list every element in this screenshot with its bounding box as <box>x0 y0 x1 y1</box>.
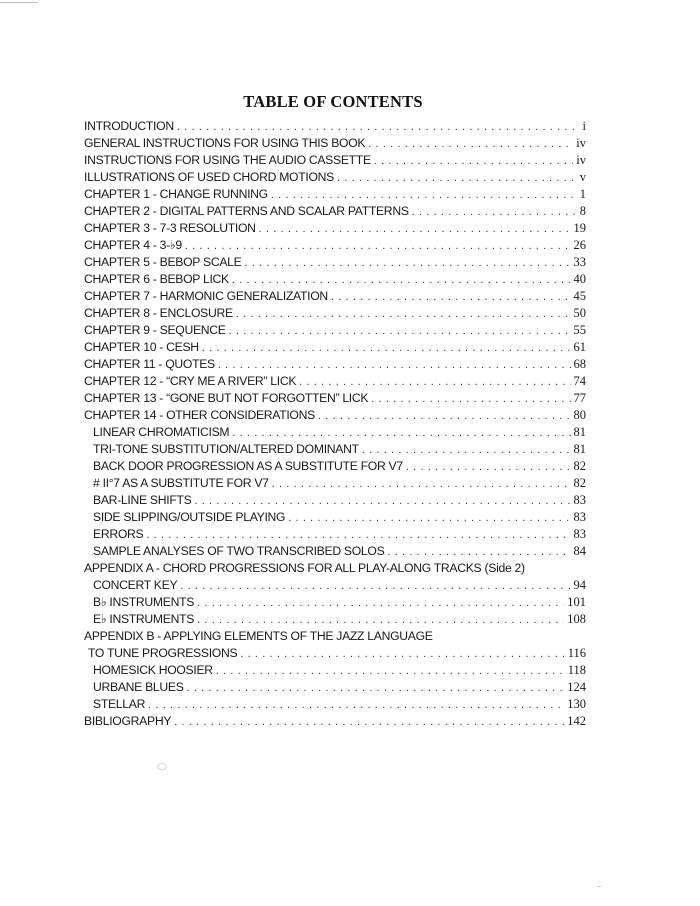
toc-entry-page: 8 <box>579 204 586 218</box>
toc-entry-label: CHAPTER 4 - 3-♭9 <box>84 238 182 252</box>
toc-entry <box>84 526 586 543</box>
toc-entry-label: APPENDIX A - CHORD PROGRESSIONS FOR ALL PLAY-ALONG TRACKS (Side 2) <box>84 561 525 575</box>
toc-leader-dots <box>412 204 577 220</box>
toc-entry-page: 55 <box>573 323 586 337</box>
toc-leader-dots <box>236 306 571 322</box>
toc-leader-dots <box>271 187 577 203</box>
toc-entry-page: 108 <box>567 612 586 626</box>
toc-entry-page: iv <box>576 153 586 167</box>
table-of-contents <box>84 118 586 730</box>
toc-entry-label: INTRODUCTION <box>84 119 174 133</box>
toc-leader-dots <box>406 459 571 475</box>
toc-entry <box>84 254 586 271</box>
toc-leader-dots <box>216 663 565 679</box>
toc-leader-dots <box>146 527 570 543</box>
toc-leader-dots <box>288 510 570 526</box>
toc-entry-label: B♭ INSTRUMENTS <box>93 595 195 609</box>
toc-entry <box>84 509 586 526</box>
toc-entry <box>84 560 586 577</box>
scan-speck <box>157 763 167 770</box>
toc-entry-label: LINEAR CHROMATICISM <box>93 425 230 439</box>
toc-entry <box>84 186 586 203</box>
toc-entry <box>84 611 586 628</box>
toc-leader-dots <box>202 340 571 356</box>
toc-entry-page: 94 <box>573 578 586 592</box>
toc-entry-label: HOMESICK HOOSIER <box>93 663 213 677</box>
page-title: TABLE OF CONTENTS <box>243 92 423 111</box>
toc-entry-page: 84 <box>573 544 586 558</box>
toc-entry-label: APPENDIX B - APPLYING ELEMENTS OF THE JAZZ LANGUAGE <box>84 629 433 643</box>
toc-entry <box>84 203 586 220</box>
toc-entry-label: URBANE BLUES <box>93 680 184 694</box>
toc-entry <box>84 237 586 254</box>
toc-entry-page: 26 <box>573 238 586 252</box>
toc-entry-page: v <box>579 170 586 184</box>
toc-entry <box>84 390 586 407</box>
toc-entry <box>84 322 586 339</box>
toc-entry-label: BIBLIOGRAPHY <box>84 714 172 728</box>
toc-entry <box>84 475 586 492</box>
toc-leader-dots <box>244 255 570 271</box>
toc-leader-dots <box>374 153 573 169</box>
toc-entry <box>84 696 586 713</box>
toc-entry-page: 33 <box>573 255 586 269</box>
toc-entry-page: 101 <box>567 595 586 609</box>
toc-entry <box>84 339 586 356</box>
toc-entry <box>84 577 586 594</box>
toc-entry-page: 81 <box>573 425 586 439</box>
toc-leader-dots <box>197 612 564 628</box>
toc-entry-page: 1 <box>579 187 586 201</box>
toc-entry <box>84 662 586 679</box>
toc-entry <box>84 713 586 730</box>
toc-entry-label: INSTRUCTIONS FOR USING THE AUDIO CASSETTE <box>84 153 371 167</box>
toc-leader-dots <box>299 374 570 390</box>
toc-entry-label: ERRORS <box>93 527 144 541</box>
toc-entry-label: CHAPTER 3 - 7-3 RESOLUTION <box>84 221 256 235</box>
toc-entry-page: iv <box>576 136 586 150</box>
toc-entry-page: 83 <box>573 527 586 541</box>
toc-entry-page: 77 <box>573 391 586 405</box>
toc-entry-label: SIDE SLIPPING/OUTSIDE PLAYING <box>93 510 286 524</box>
toc-entry-page: 45 <box>573 289 586 303</box>
toc-entry-page: 50 <box>573 306 586 320</box>
toc-entry-page: 40 <box>573 272 586 286</box>
toc-leader-dots <box>185 238 571 254</box>
toc-entry-label: CONCERT KEY <box>93 578 178 592</box>
toc-entry <box>84 271 586 288</box>
toc-entry <box>84 118 586 135</box>
toc-entry <box>84 628 586 645</box>
toc-entry-page: 116 <box>567 646 586 660</box>
toc-entry-page: 68 <box>573 357 586 371</box>
toc-entry <box>84 135 586 152</box>
toc-entry <box>84 679 586 696</box>
toc-entry <box>84 169 586 186</box>
toc-entry <box>84 424 586 441</box>
toc-entry <box>84 594 586 611</box>
toc-entry-page: 130 <box>567 697 586 711</box>
toc-entry <box>84 373 586 390</box>
toc-entry-page: 19 <box>573 221 586 235</box>
toc-leader-dots <box>197 595 564 611</box>
toc-entry-label: E♭ INSTRUMENTS <box>93 612 195 626</box>
toc-entry-page: 80 <box>573 408 586 422</box>
toc-entry-page: 142 <box>567 714 586 728</box>
toc-entry <box>84 288 586 305</box>
toc-entry-page: 74 <box>573 374 586 388</box>
toc-entry <box>84 543 586 560</box>
toc-entry-label: TO TUNE PROGRESSIONS <box>88 646 238 660</box>
toc-entry-label: CHAPTER 7 - HARMONIC GENERALIZATION <box>84 289 328 303</box>
toc-entry-label: CHAPTER 1 - CHANGE RUNNING <box>84 187 268 201</box>
toc-entry-label: ILLUSTRATIONS OF USED CHORD MOTIONS <box>84 170 334 184</box>
toc-entry-page: 81 <box>573 442 586 456</box>
toc-leader-dots <box>148 697 564 713</box>
toc-entry <box>84 220 586 237</box>
toc-entry-label: CHAPTER 12 - “CRY ME A RIVER” LICK <box>84 374 297 388</box>
toc-entry <box>84 645 586 662</box>
toc-entry-label: SAMPLE ANALYSES OF TWO TRANSCRIBED SOLOS <box>93 544 385 558</box>
toc-leader-dots <box>232 272 571 288</box>
toc-entry-page: 61 <box>573 340 586 354</box>
toc-entry-label: CHAPTER 5 - BEBOP SCALE <box>84 255 242 269</box>
toc-leader-dots <box>194 493 570 509</box>
toc-entry-label: CHAPTER 10 - CESH <box>84 340 199 354</box>
toc-entry-page: 83 <box>573 510 586 524</box>
toc-leader-dots <box>229 323 571 339</box>
toc-leader-dots <box>331 289 571 305</box>
toc-entry <box>84 441 586 458</box>
toc-leader-dots <box>272 476 571 492</box>
toc-entry-label: CHAPTER 14 - OTHER CONSIDERATIONS <box>84 408 315 422</box>
toc-entry-label: CHAPTER 11 - QUOTES <box>84 357 215 371</box>
toc-leader-dots <box>240 646 564 662</box>
toc-entry-page: 118 <box>567 663 586 677</box>
toc-leader-dots <box>177 119 580 135</box>
toc-leader-dots <box>174 714 564 730</box>
toc-entry-label: STELLAR <box>93 697 146 711</box>
scan-edge-mark <box>0 2 38 3</box>
toc-entry <box>84 492 586 509</box>
toc-entry-page: i <box>582 119 586 133</box>
toc-entry <box>84 152 586 169</box>
toc-leader-dots <box>362 442 571 458</box>
toc-entry <box>84 356 586 373</box>
toc-leader-dots <box>368 136 573 152</box>
toc-entry-label: BACK DOOR PROGRESSION AS A SUBSTITUTE FOR V7 <box>93 459 403 473</box>
toc-leader-dots <box>387 544 570 560</box>
toc-entry-label: CHAPTER 6 - BEBOP LICK <box>84 272 229 286</box>
toc-entry-label: CHAPTER 8 - ENCLOSURE <box>84 306 233 320</box>
toc-entry-label: CHAPTER 13 - “GONE BUT NOT FORGOTTEN” LICK <box>84 391 369 405</box>
toc-leader-dots <box>180 578 570 594</box>
toc-entry-page: 82 <box>573 476 586 490</box>
toc-entry-page: 82 <box>573 459 586 473</box>
toc-entry <box>84 458 586 475</box>
toc-entry-label: CHAPTER 2 - DIGITAL PATTERNS AND SCALAR PATTERNS <box>84 204 409 218</box>
toc-entry-label: GENERAL INSTRUCTIONS FOR USING THIS BOOK <box>84 136 366 150</box>
toc-entry-page: 83 <box>573 493 586 507</box>
toc-leader-dots <box>187 680 565 696</box>
toc-entry <box>84 407 586 424</box>
toc-leader-dots <box>232 425 570 441</box>
toc-entry-label: TRI-TONE SUBSTITUTION/ALTERED DOMINANT <box>93 442 359 456</box>
toc-entry-label: CHAPTER 9 - SEQUENCE <box>84 323 226 337</box>
toc-entry-label: BAR-LINE SHIFTS <box>93 493 192 507</box>
scan-speck <box>598 886 601 887</box>
toc-leader-dots <box>218 357 571 373</box>
toc-leader-dots <box>371 391 570 407</box>
toc-leader-dots <box>337 170 577 186</box>
toc-leader-dots <box>259 221 571 237</box>
toc-entry-page: 124 <box>567 680 586 694</box>
toc-leader-dots <box>318 408 571 424</box>
toc-entry <box>84 305 586 322</box>
toc-entry-label: # II°7 AS A SUBSTITUTE FOR V7 <box>93 476 269 490</box>
